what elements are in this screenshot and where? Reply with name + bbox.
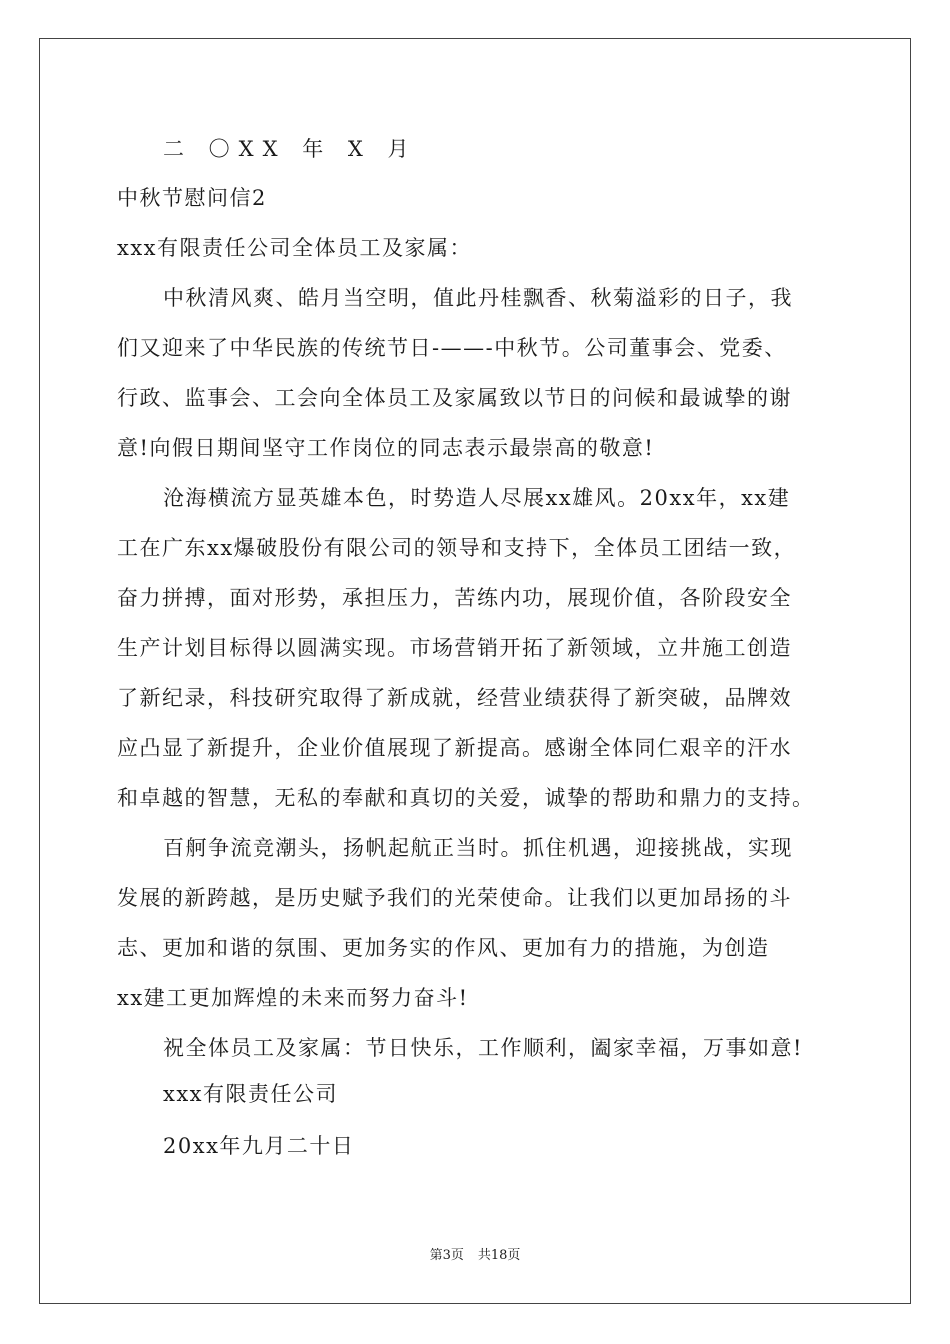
- page-frame: [39, 38, 911, 1304]
- paragraph-3-line-3: 志、更加和谐的氛围、更加务实的作风、更加有力的措施，为创造: [117, 936, 770, 960]
- paragraph-3-line-2: 发展的新跨越，是历史赋予我们的光荣使命。让我们以更加昂扬的斗: [117, 886, 792, 910]
- paragraph-2-line-7: 和卓越的智慧，无私的奉献和真切的关爱，诚挚的帮助和鼎力的支持。: [117, 786, 815, 810]
- sign-date: 20xx年九月二十日: [163, 1134, 355, 1158]
- page-footer: [0, 1248, 950, 1264]
- paragraph-2-line-3: 奋力拼搏，面对形势，承担压力，苦练内功，展现价值，各阶段安全: [117, 586, 792, 610]
- closing-wish: 祝全体员工及家属：节日快乐，工作顺利，阖家幸福，万事如意!: [163, 1036, 803, 1060]
- paragraph-3-line-4: xx建工更加辉煌的未来而努力奋斗!: [117, 986, 469, 1010]
- paragraph-1-line-4: 意!向假日期间坚守工作岗位的同志表示最崇高的敬意!: [117, 436, 655, 460]
- paragraph-2-line-4: 生产计划目标得以圆满实现。市场营销开拓了新领域，立井施工创造: [117, 636, 792, 660]
- paragraph-2-line-1: 沧海横流方显英雄本色，时势造人尽展xx雄风。20xx年，xx建: [163, 486, 791, 510]
- salutation: xxx有限责任公司全体员工及家属：: [117, 236, 473, 260]
- paragraph-1-line-1: 中秋清风爽、皓月当空明，值此丹桂飘香、秋菊溢彩的日子，我: [163, 286, 793, 310]
- paragraph-2-line-5: 了新纪录，科技研究取得了新成就，经营业绩获得了新突破，品牌效: [117, 686, 792, 710]
- page-number: 第3页: [429, 1248, 464, 1263]
- paragraph-1-line-3: 行政、监事会、工会向全体员工及家属致以节日的问候和最诚挚的谢: [117, 386, 792, 410]
- paragraph-2-line-2: 工在广东xx爆破股份有限公司的领导和支持下，全体员工团结一致，: [117, 536, 797, 560]
- signature: xxx有限责任公司: [163, 1082, 339, 1106]
- date-line: 二 〇XX 年 X 月: [163, 137, 418, 161]
- paragraph-1-line-2: 们又迎来了中华民族的传统节日-——-中秋节。公司董事会、党委、: [117, 336, 787, 360]
- letter-title: 中秋节慰问信2: [117, 186, 267, 210]
- paragraph-2-line-6: 应凸显了新提升，企业价值展现了新提高。感谢全体同仁艰辛的汗水: [117, 736, 792, 760]
- page-total: 共18页: [477, 1248, 521, 1263]
- paragraph-3-line-1: 百舸争流竞潮头，扬帆起航正当时。抓住机遇，迎接挑战，实现: [163, 836, 793, 860]
